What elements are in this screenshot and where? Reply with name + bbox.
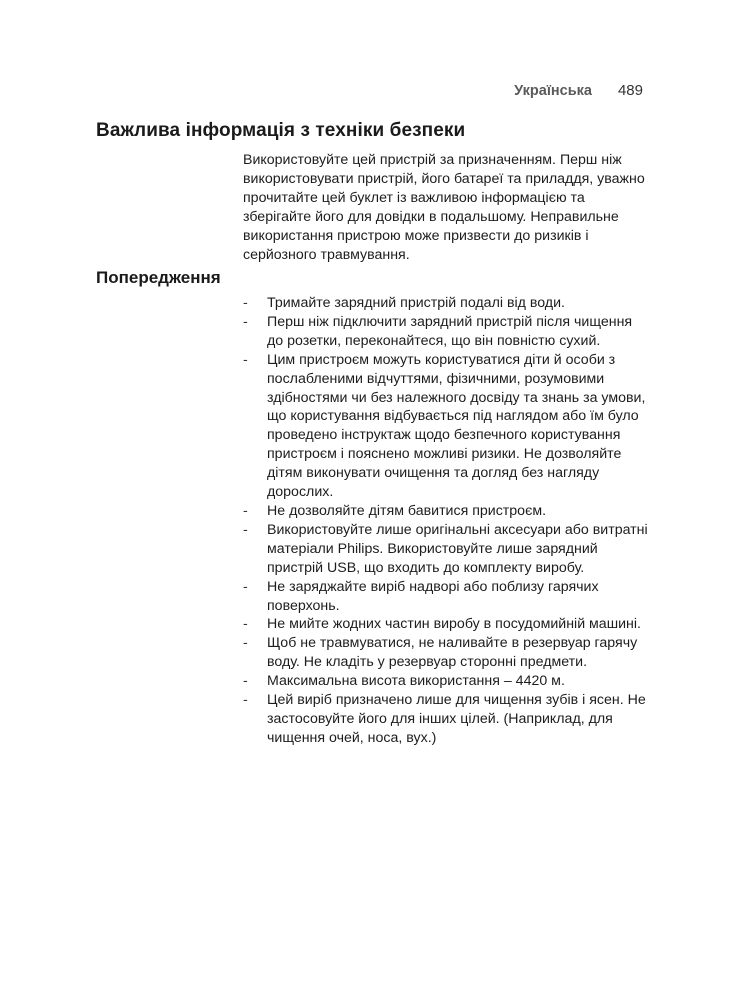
warning-item <box>243 691 648 748</box>
warning-item <box>243 578 648 616</box>
warning-text: Щоб не травмуватися, не наливайте в резервуар гарячу воду. Не кладіть у резервуар сторонні предмети. <box>267 635 638 671</box>
section-title: Важлива інформація з техніки безпеки <box>96 120 466 141</box>
warning-text: Цим пристроєм можуть користуватися діти й особи з послабленими відчуттями, фізичними, розумовими здібностями чи без належного досвіду та знань за умови, що користування відбувається під наглядом або їм було проведено інструктаж щодо безпечного користування пристроєм і пояснено можливі ризики. Не дозволяйте дітям виконувати очищення та догляд без нагляду дорослих. <box>267 351 646 501</box>
bullet-dash: - <box>243 351 248 368</box>
bullet-dash: - <box>243 616 248 633</box>
bullet-dash: - <box>243 313 248 330</box>
bullet-dash: - <box>243 635 248 652</box>
bullet-dash: - <box>243 673 248 690</box>
warning-item <box>243 294 648 313</box>
header-language: Українська <box>514 83 592 99</box>
warnings-list <box>243 294 648 748</box>
warning-text: Не мийте жодних частин виробу в посудомийній машині. <box>267 616 641 633</box>
warning-text: Максимальна висота використання – 4420 м. <box>267 673 565 690</box>
bullet-dash: - <box>243 502 248 519</box>
warning-item <box>243 615 648 634</box>
warning-item <box>243 672 648 691</box>
warning-text: Перш ніж підключити зарядний пристрій після чищення до розетки, переконайтеся, що він повністю сухий. <box>267 313 633 349</box>
warning-text: Використовуйте лише оригінальні аксесуари або витратні матеріали Philips. Використовуйте лише зарядний пристрій USB, що входить до комплекту виробу. <box>267 521 648 576</box>
bullet-dash: - <box>243 578 248 595</box>
warning-item <box>243 351 648 502</box>
warning-item <box>243 313 648 351</box>
bullet-dash: - <box>243 692 248 709</box>
running-header <box>514 82 643 99</box>
warning-item <box>243 521 648 578</box>
bullet-dash: - <box>243 295 248 311</box>
intro-paragraph: Використовуйте цей пристрій за призначенням. Перш ніж використовувати пристрій, його батареї та приладдя, уважно прочитайте цей буклет із важливою інформацією та зберігайте його для довідки в подальшому. Неправильне використання пристрою може призвести до ризиків і серйозного травмування. <box>243 152 645 263</box>
warning-text: Цей виріб призначено лише для чищення зубів і ясен. Не застосовуйте його для інших цілей. (Наприклад, для чищення очей, носа, вух.) <box>267 692 646 746</box>
warning-text: Не дозволяйте дітям бавитися пристроєм. <box>267 502 547 519</box>
page-number: 489 <box>617 82 643 99</box>
warning-text: Тримайте зарядний пристрій подалі від води. <box>267 295 565 311</box>
warnings-title: Попередження <box>96 268 221 287</box>
warning-text: Не заряджайте виріб надворі або поблизу гарячих поверхонь. <box>267 578 599 614</box>
bullet-dash: - <box>243 521 248 538</box>
warning-item <box>243 502 648 521</box>
warning-item <box>243 634 648 672</box>
